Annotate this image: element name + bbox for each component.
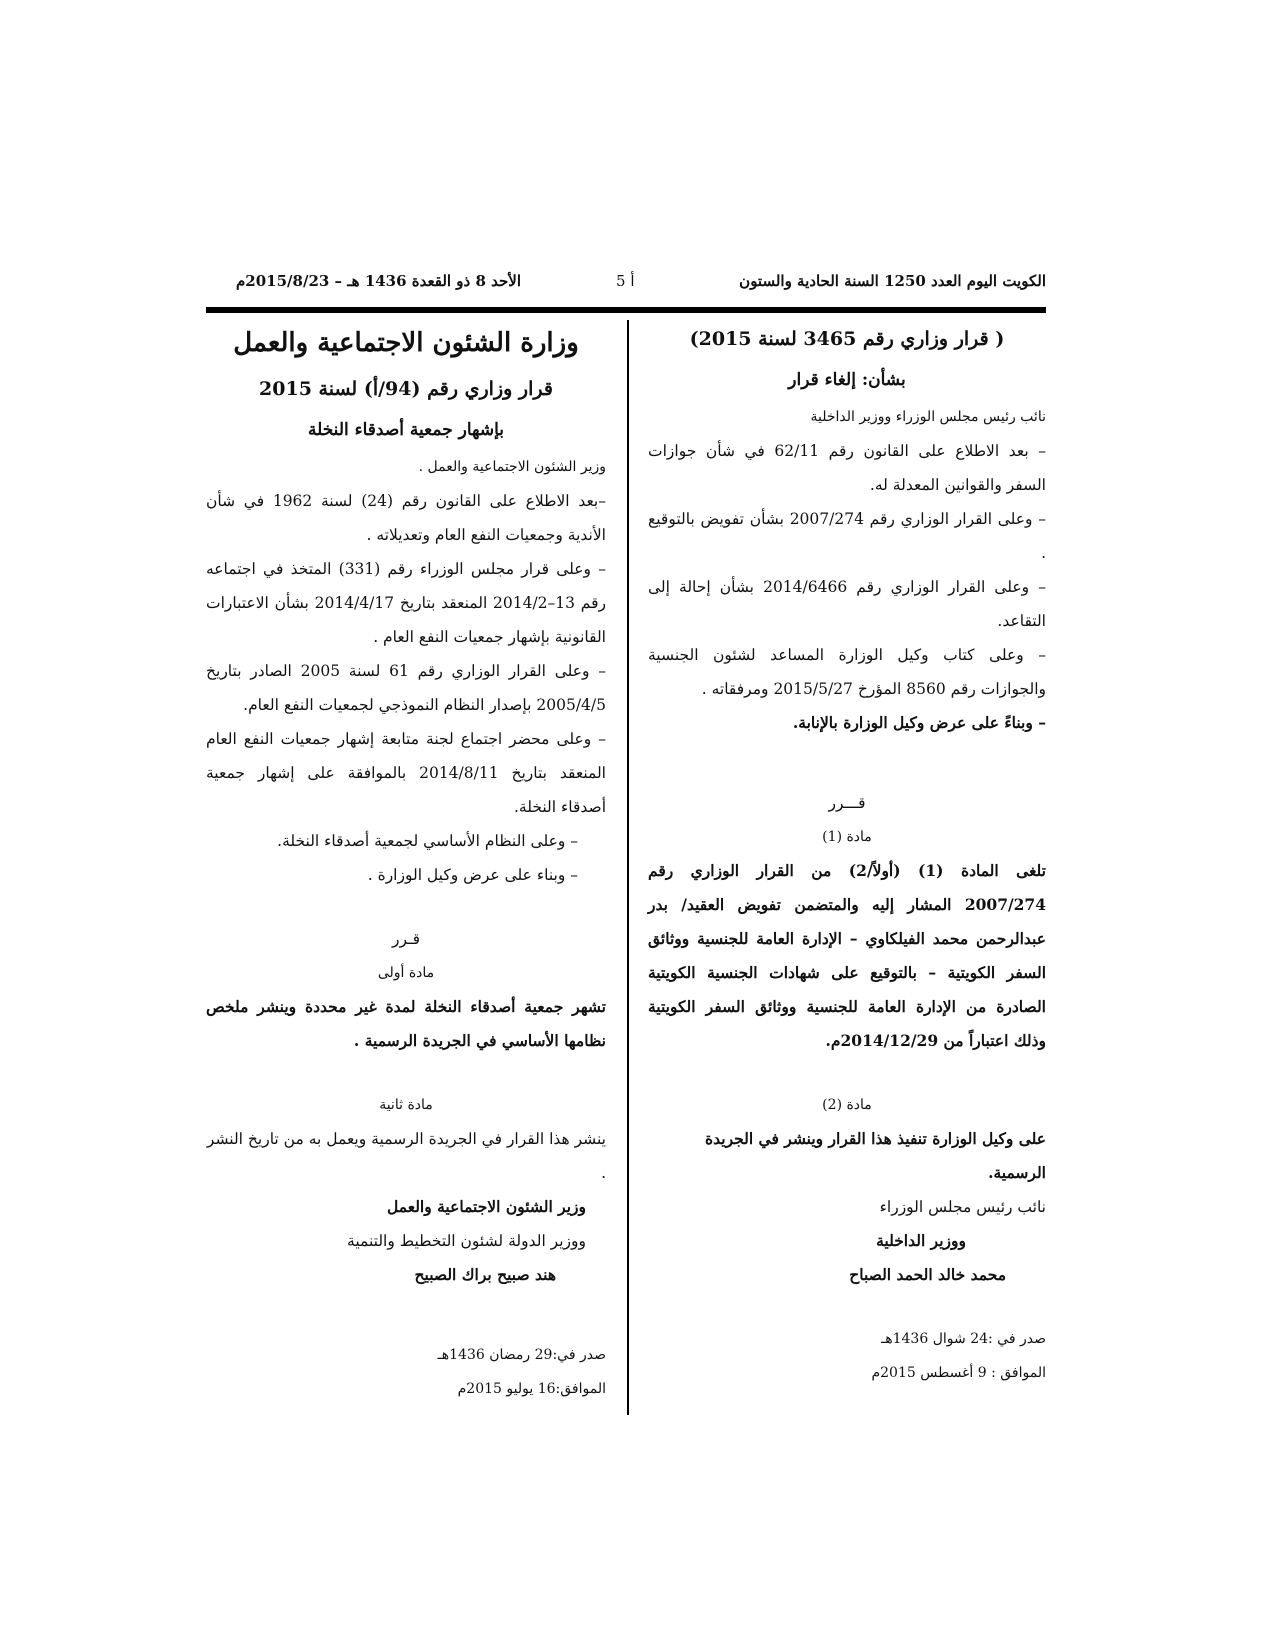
preamble-item: – وبناءً على عرض وكيل الوزارة بالإنابة. [792,713,1046,732]
preamble-item: – بعد الاطلاع على القانون رقم 62/11 في شأن جوازات السفر والقوانين المعدلة له. [648,442,1046,494]
decision-left-issuer: وزير الشئون الاجتماعية والعمل . [418,459,606,475]
signature-title: وزير الشئون الاجتماعية والعمل [387,1197,586,1216]
preamble-item: – وعلى النظام الأساسي لجمعية أصدقاء النخلة. [277,832,578,850]
column-divider [627,320,629,1415]
preamble-item: – وعلى كتاب وكيل الوزارة المساعد لشئون الجنسية والجوازات رقم 8560 المؤرخ 2015/5/27 ومرفقاته . [648,646,1046,698]
preamble-item: – وعلى القرار الوزاري رقم 2007/274 بشأن تفويض بالتوقيع . [648,510,1046,562]
preamble-item: – وعلى قرار مجلس الوزراء رقم (331) المتخذ في اجتماعه رقم 13–2014/2 المنعقد بتاريخ 2014/4/17 بشأن الاعتبارات القانونية بإشهار جمعيات النفع العام . [206,560,606,646]
decision-right-issuer: نائب رئيس مجلس الوزراء ووزير الداخلية [810,409,1046,425]
decision-right-article2-text: على وكيل الوزارة تنفيذ هذا القرار وينشر في الجريدة الرسمية. [705,1129,1046,1182]
signature-name: محمد خالد الحمد الصباح [849,1265,1006,1284]
decision-right-subject: بشأن: إلغاء قرار [788,370,906,390]
preamble-item: – وعلى محضر اجتماع لجنة متابعة إشهار جمعيات النفع العام المنعقد بتاريخ 2014/8/11 بالموافقة على إشهار جمعية أصدقاء النخلة. [206,730,606,816]
decision-left-column [206,318,606,1406]
decision-left-title: قرار وزاري رقم (94/أ) لسنة 2015 [259,378,553,400]
issue-date: صدر في:29 رمضان 1436هـ [437,1347,606,1363]
preamble-item: – وعلى القرار الوزاري رقم 61 لسنة 2005 الصادر بتاريخ 2005/4/5 بإصدار النظام النموذجي لجمعيات النفع العام. [206,662,606,714]
header-rule [206,307,1046,313]
corresponding-date: الموافق : 9 أغسطس 2015م [871,1365,1046,1381]
issue-date: صدر في :24 شوال 1436هـ [881,1331,1046,1347]
header-date: الأحد 8 ذو القعدة 1436 هـ – 2015/8/23م [236,272,521,290]
signature-title: ووزير الداخلية [876,1231,966,1250]
decision-left-article2-title: مادة ثانية [379,1097,433,1113]
decision-left-decided: قـرر [392,930,420,948]
decision-left-article1-text: تشهر جمعية أصدقاء النخلة لمدة غير محددة وينشر ملخص نظامها الأساسي في الجريدة الرسمية . [206,997,606,1050]
decision-right-column [648,318,1046,1390]
ministry-title: وزارة الشئون الاجتماعية والعمل [233,328,579,358]
signature-name: هند صبيح براك الصبيح [414,1265,556,1284]
page-header [206,272,1046,298]
decision-left-article2-text: ينشر هذا القرار في الجريدة الرسمية ويعمل به من تاريخ النشر . [206,1130,606,1182]
header-page-number: أ 5 [616,272,635,290]
decision-right-decided: قـــرر [828,794,866,812]
decision-left-article1-title: مادة أولى [377,965,435,981]
decision-right-article2-title: مادة (2) [822,1097,872,1113]
decision-left-subject: بإشهار جمعية أصدقاء النخلة [307,420,505,440]
preamble-item: – وعلى القرار الوزاري رقم 2014/6466 بشأن إحالة إلى التقاعد. [648,578,1046,630]
signature-title: ووزير الدولة لشئون التخطيط والتنمية [347,1232,586,1250]
decision-right-article1-text: تلغى المادة (1) (أولاً/2) من القرار الوزاري رقم 2007/274 المشار إليه والمتضمن تفويض العقيد/ بدر عبدالرحمن محمد الفيلكاوي – الإدارة العامة للجنسية ووثائق السفر الكويتية – بالتوقيع على شهادات الجنسية الكويتية الصادرة من الإدارة العامة للجنسية ووثائق السفر الكويتية وذلك اعتباراً من 2014/12/29م. [648,861,1046,1050]
decision-right-article1-title: مادة (1) [822,829,872,845]
corresponding-date: الموافق:16 يوليو 2015م [457,1381,606,1397]
signature-title: نائب رئيس مجلس الوزراء [879,1198,1046,1216]
preamble-item: –بعد الاطلاع على القانون رقم (24) لسنة 1962 في شأن الأندية وجمعيات النفع العام وتعديلاته . [206,492,606,544]
preamble-item: – وبناء على عرض وكيل الوزارة . [367,866,578,884]
header-issue: الكويت اليوم العدد 1250 السنة الحادية والستون [739,272,1046,290]
decision-right-title: ( قرار وزاري رقم 3465 لسنة 2015) [689,328,1005,350]
